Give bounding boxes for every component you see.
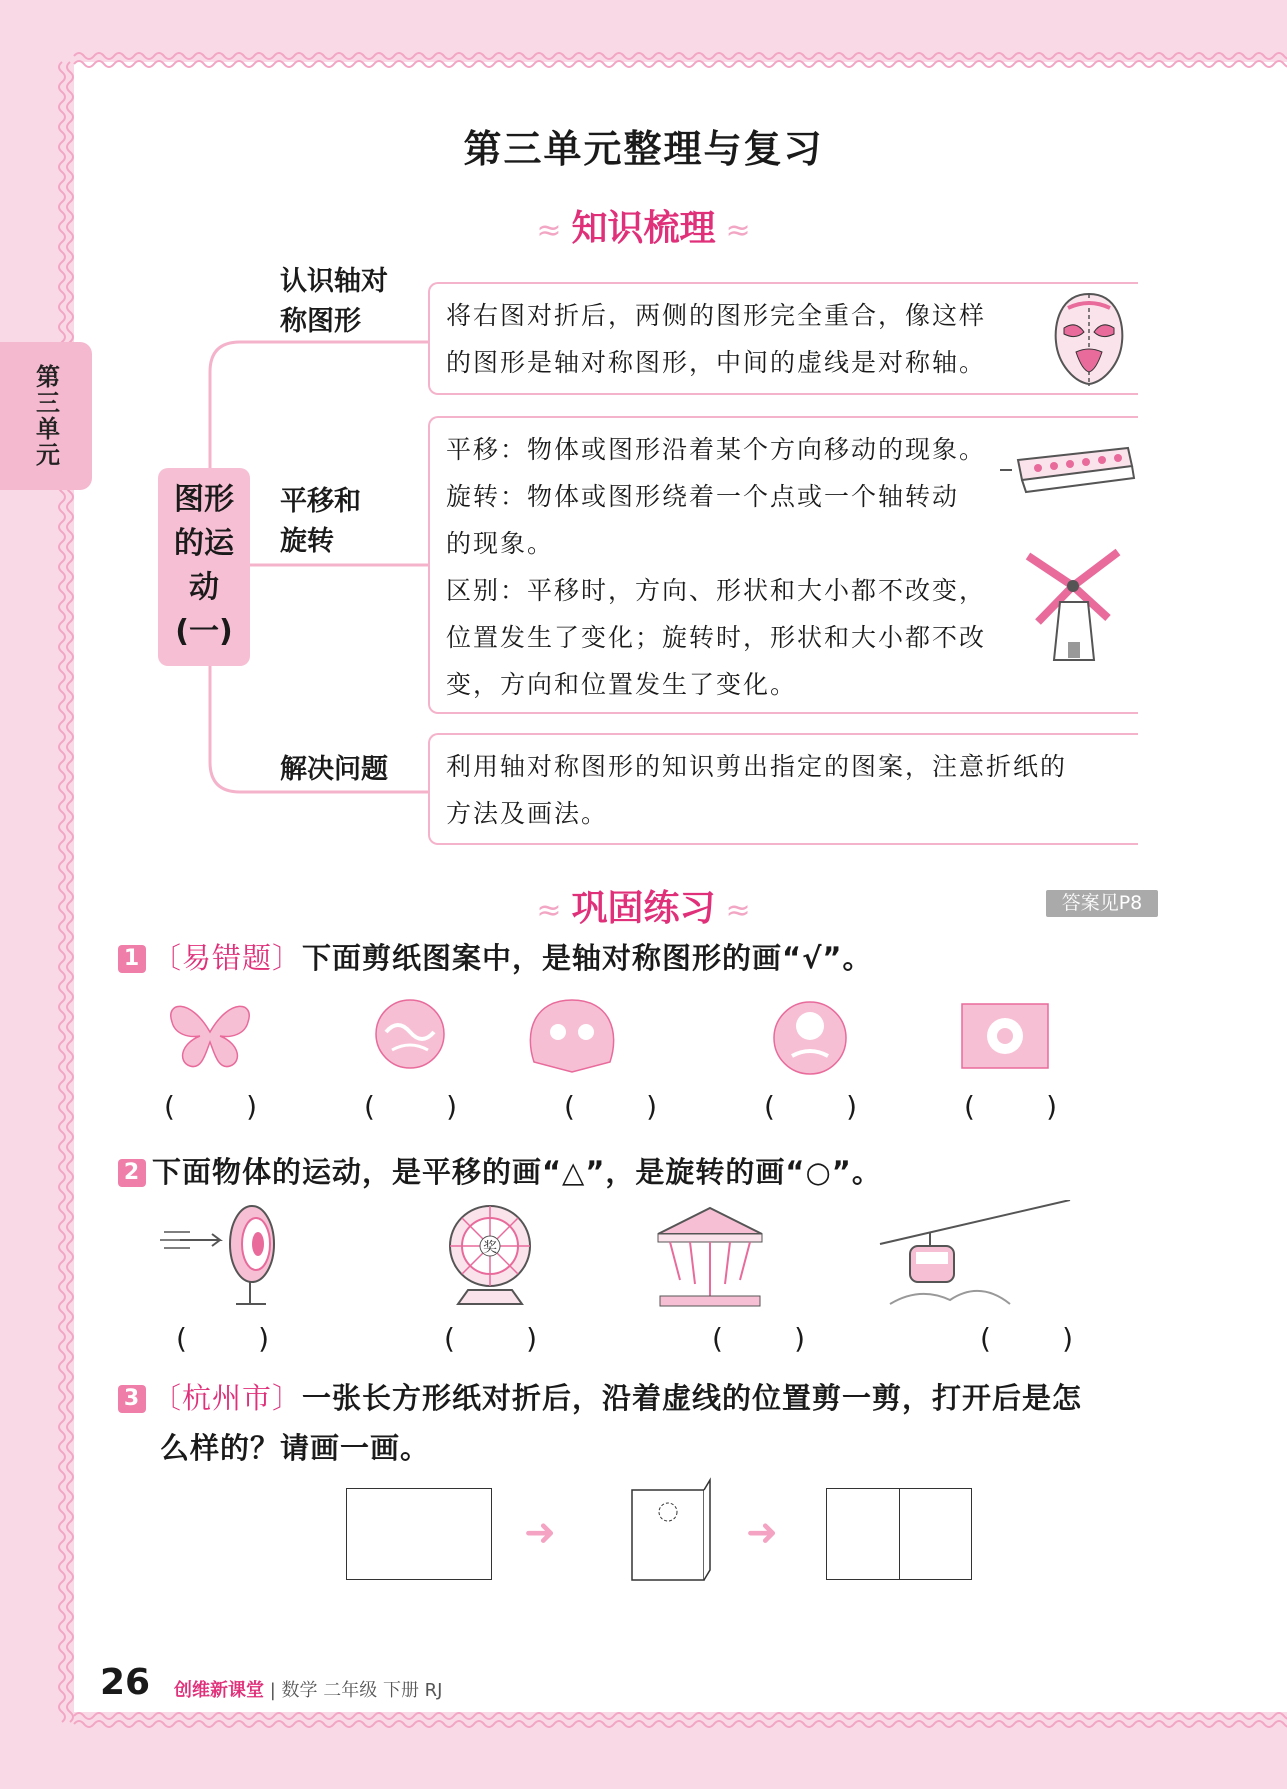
answer-blank[interactable]: ( ) xyxy=(164,1090,258,1123)
question-number: 3 xyxy=(118,1385,146,1413)
flower-papercut-icon xyxy=(962,1004,1048,1068)
answer-blank[interactable]: ( ) xyxy=(964,1090,1058,1123)
question-text: 下面剪纸图案中，是轴对称图形的画“√”。 xyxy=(302,941,873,975)
wave-icon: ≈ xyxy=(536,213,562,248)
abacus-icon xyxy=(998,440,1138,500)
child-papercut-icon xyxy=(774,1002,846,1074)
answer-blank[interactable]: ( ) xyxy=(980,1322,1074,1355)
knowledge-heading: ≈ 知识梳理 ≈ xyxy=(536,208,751,249)
question-number: 2 xyxy=(118,1159,146,1187)
branch-box-translation-rotation: 平移：物体或图形沿着某个方向移动的现象。 旋转：物体或图形绕着一个点或一个轴转动 的现象。 区别：平移时，方向、形状和大小都不改变， 位置发生了变化；旋转时，形状和大小都不改 变，方向和位置发生了变化。 xyxy=(428,416,1138,714)
branch-label-problem-solving: 解决问题 xyxy=(280,754,388,785)
question-3 xyxy=(118,1376,1082,1417)
answer-blank[interactable]: ( ) xyxy=(176,1322,270,1355)
unit-side-tab[interactable]: 第三单元 xyxy=(0,342,92,490)
mindmap-root: 图形 的运 动 (一) xyxy=(158,468,250,666)
arrow-right-icon: ➜ xyxy=(524,1510,556,1554)
question-2 xyxy=(118,1150,882,1191)
answer-reference-badge: 答案见P8 xyxy=(1046,890,1158,917)
branch-label-translation-rotation: 平移和 旋转 xyxy=(280,486,361,557)
wheel-label: 奖 xyxy=(483,1240,497,1256)
cable-car-icon xyxy=(880,1200,1070,1304)
opera-mask-icon xyxy=(1048,290,1130,388)
question-tag: 〔易错题〕 xyxy=(152,941,303,975)
paper-rectangle xyxy=(346,1488,492,1580)
answer-blank[interactable]: ( ) xyxy=(364,1090,458,1123)
page-number: 26 xyxy=(100,1662,151,1703)
folded-paper xyxy=(630,1476,714,1582)
dart-target-icon xyxy=(160,1206,274,1304)
answer-drawing-area[interactable] xyxy=(826,1488,972,1580)
page-title: 第三单元整理与复习 xyxy=(463,127,824,171)
fish-papercut-icon xyxy=(530,1000,613,1072)
paper-cut-images xyxy=(160,992,1100,1082)
answer-blank[interactable]: ( ) xyxy=(712,1322,806,1355)
question-number: 1 xyxy=(118,945,146,973)
arrow-right-icon: ➜ xyxy=(746,1510,778,1554)
fold-line xyxy=(899,1489,900,1579)
branch-box-symmetry: 将右图对折后，两侧的图形完全重合，像这样 的图形是轴对称图形，中间的虚线是对称轴。 xyxy=(428,282,1138,395)
prize-wheel-icon xyxy=(450,1206,530,1304)
cloud-circle-papercut-icon xyxy=(376,1000,444,1068)
wave-icon: ≈ xyxy=(536,893,562,928)
wave-icon: ≈ xyxy=(725,213,751,248)
question-1 xyxy=(118,936,872,977)
wave-icon: ≈ xyxy=(725,893,751,928)
footer-subject: 数学 二年级 下册 RJ xyxy=(281,1680,443,1701)
butterfly-papercut-icon xyxy=(171,1006,249,1066)
question-text: 下面物体的运动，是平移的画“△”，是旋转的画“○”。 xyxy=(152,1155,882,1189)
practice-heading: ≈ 巩固练习 ≈ xyxy=(536,888,751,929)
question-tag: 〔杭州市〕 xyxy=(152,1381,303,1415)
answer-blank[interactable]: ( ) xyxy=(444,1322,538,1355)
question-3-line-2: 么样的？请画一画。 xyxy=(160,1431,431,1465)
branch-label-symmetry: 认识轴对 称图形 xyxy=(280,266,388,337)
answer-blank[interactable]: ( ) xyxy=(764,1090,858,1123)
footer-brand: 创维新课堂 xyxy=(174,1680,264,1701)
carousel-icon xyxy=(658,1208,762,1306)
question-text: 一张长方形纸对折后，沿着虚线的位置剪一剪，打开后是怎 xyxy=(302,1381,1083,1415)
motion-object-images xyxy=(150,1200,1090,1312)
branch-box-problem-solving: 利用轴对称图形的知识剪出指定的图案，注意折纸的 方法及画法。 xyxy=(428,733,1138,845)
windmill-icon xyxy=(1018,542,1128,662)
answer-blank[interactable]: ( ) xyxy=(564,1090,658,1123)
footer-info: 创维新课堂 | 数学 二年级 下册 RJ xyxy=(174,1680,443,1701)
